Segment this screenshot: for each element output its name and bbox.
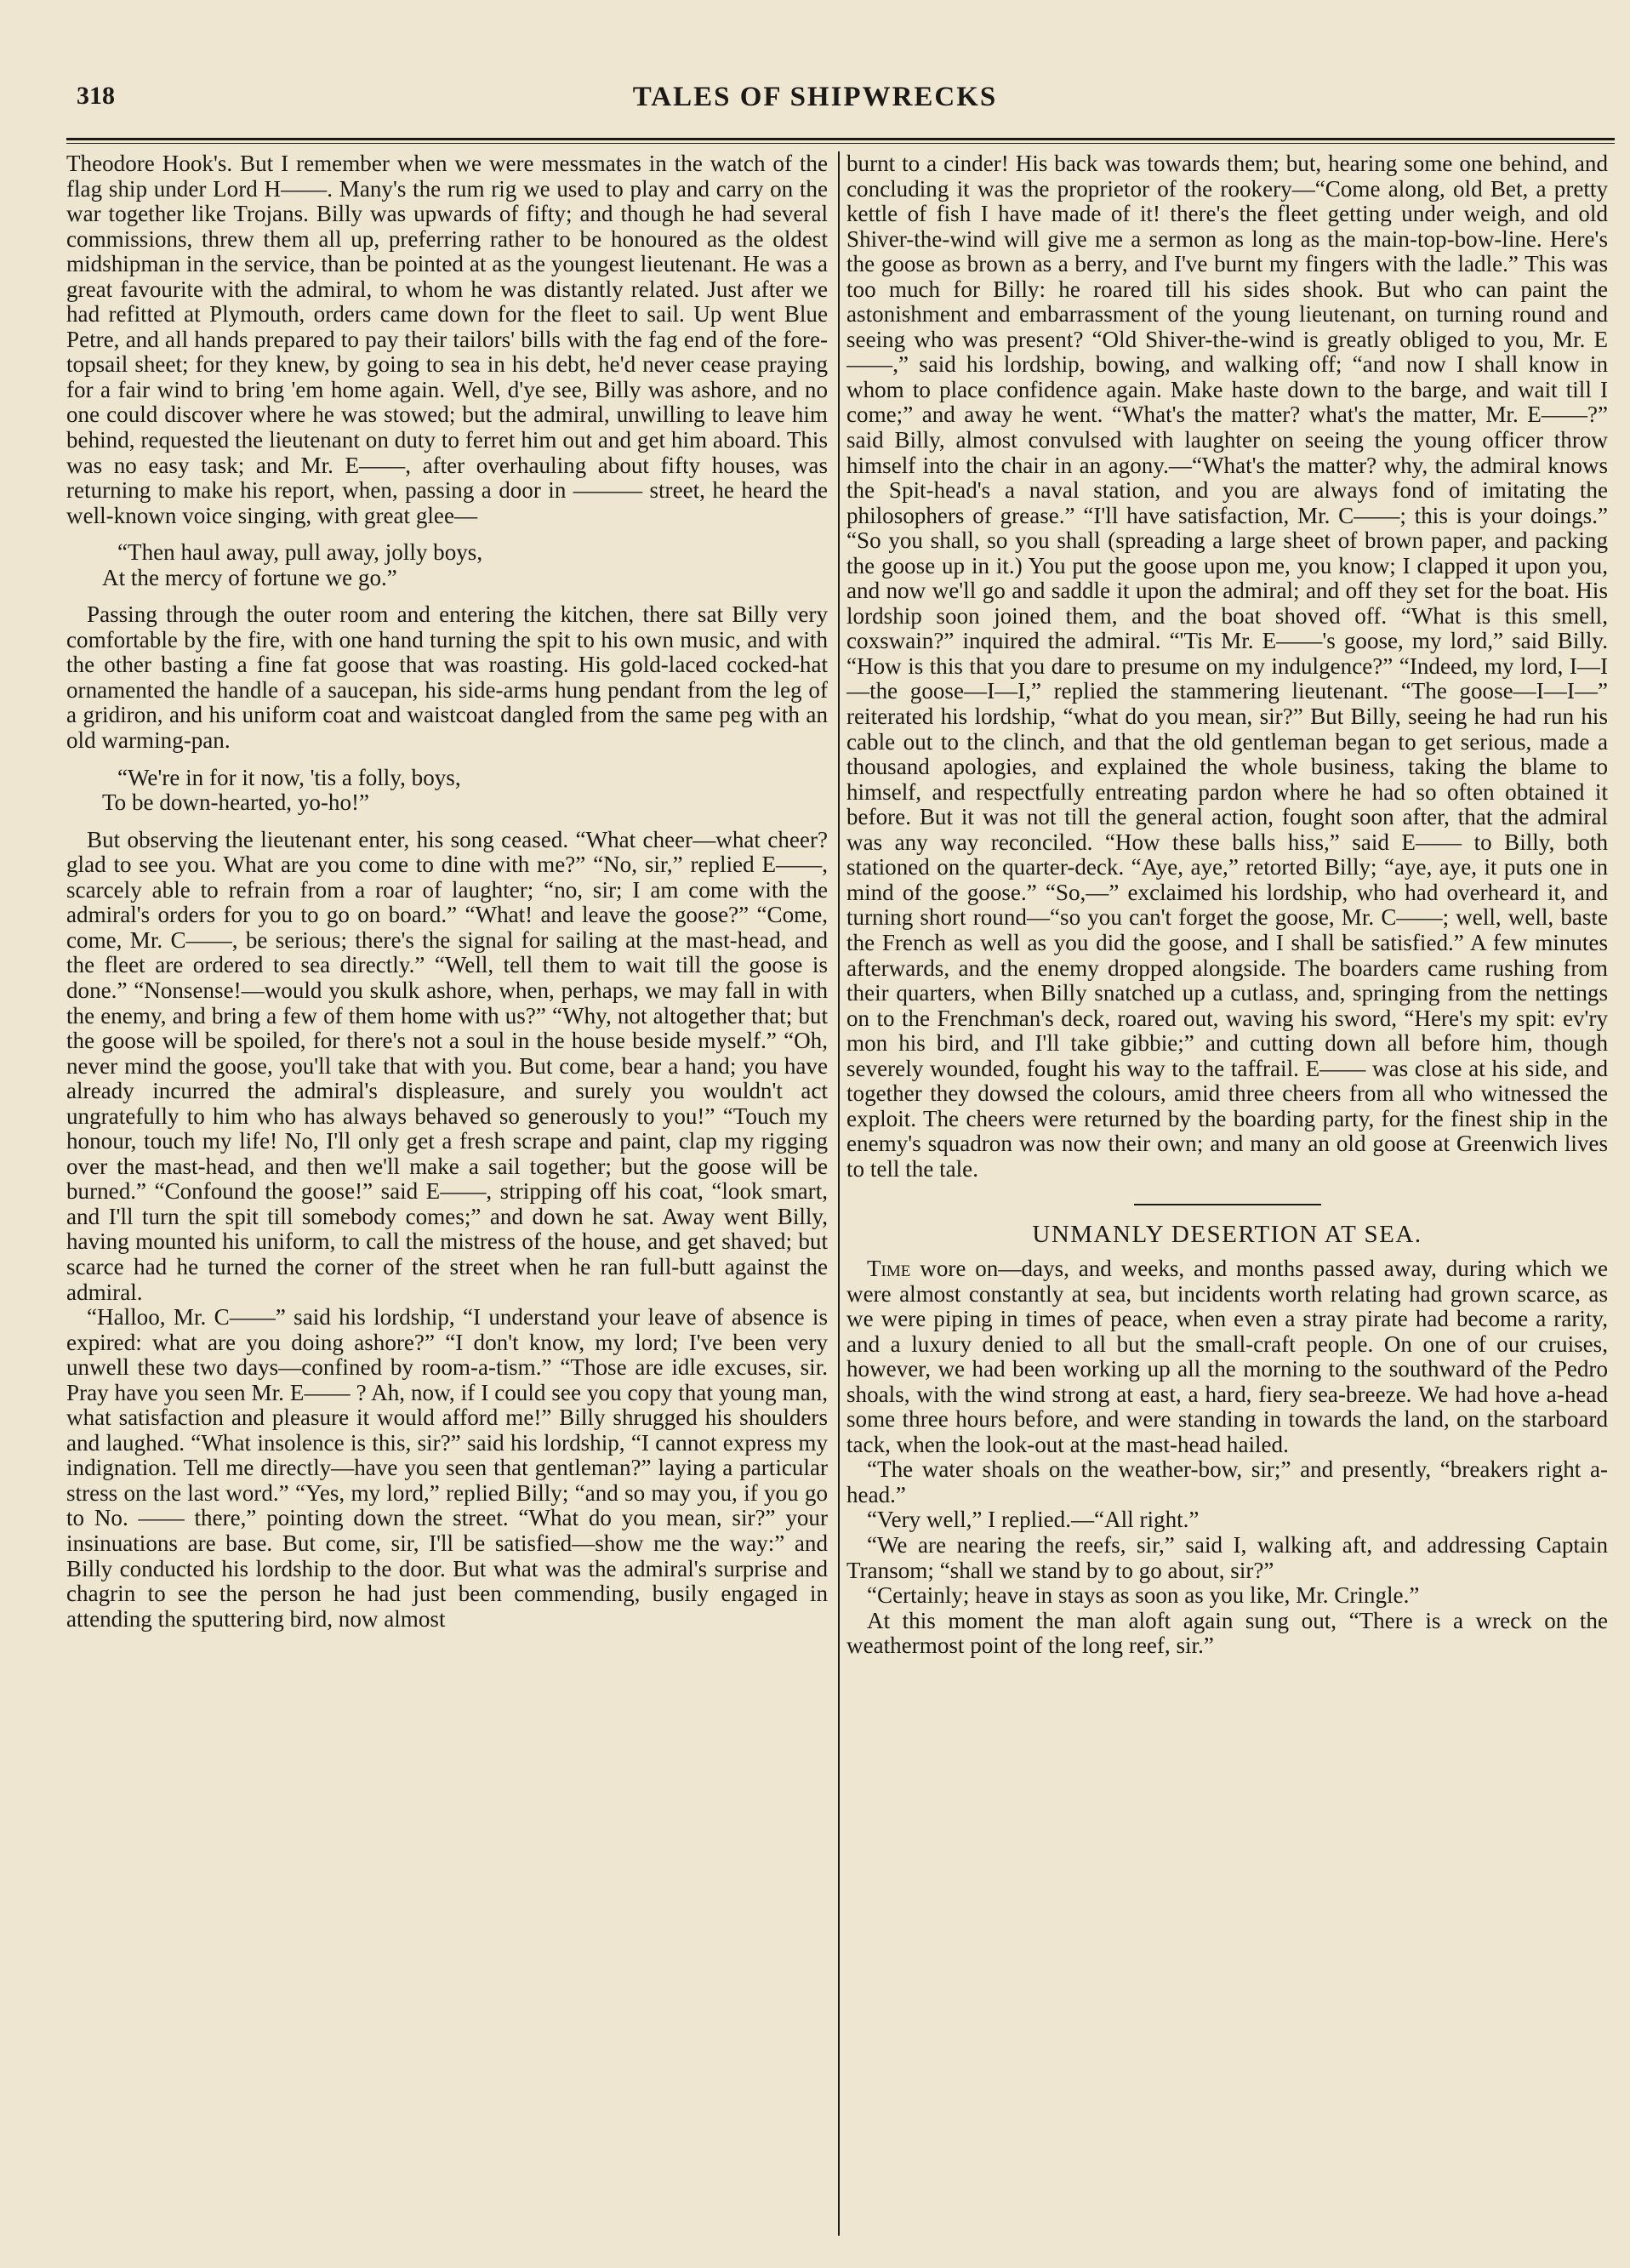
paragraph [846, 1257, 1608, 1457]
page-number: 318 [77, 82, 115, 110]
paragraph: “Very well,” I replied.—“All right.” [867, 1507, 1200, 1533]
drop-word: Time [867, 1255, 911, 1281]
paragraph-text: wore on—days, and weeks, and months passed away, during which we were almost constantly at sea, but incidents worth relating had grown scarce, as we were piping in times of peace, when even a stray pirate had become a rarity, and a luxury denied to all but the small-craft people. On one of our cruises, however, we had been working up all the morning to the southward of the Pedro shoals, with the wind strong at east, a hard, fiery sea-breeze. We had hove a-head some three hours before, and were standing in towards the land, on the starboard tack, when the look-out at the mast-head hailed. [846, 1255, 1608, 1457]
left-column [66, 151, 828, 2240]
verse [66, 540, 828, 590]
section-heading: UNMANLY DESERTION AT SEA. [1032, 1221, 1422, 1249]
right-column [846, 151, 1608, 2240]
paragraph: At this moment the man aloft again sung out, “There is a wreck on the weathermost point of the long reef, sir.” [846, 1607, 1608, 1659]
verse-line: To be down-hearted, yo-ho!” [102, 789, 370, 816]
paragraph: “Certainly; heave in stays as soon as you like, Mr. Cringle.” [867, 1582, 1420, 1609]
column-divider [838, 151, 840, 2236]
header-rule-thin [66, 143, 1615, 144]
paragraph: Passing through the outer room and entering the kitchen, there sat Billy very comfortable by the fire, with one hand turning the spit to his own music, and with the other basting a fine fat goose that was roasting. His gold-laced cocked-hat ornamented the handle of a saucepan, his side-arms hung pendant from the leg of a gridiron, and his uniform coat and waistcoat dangled from the same peg with an old warming-pan. [66, 601, 828, 754]
section-rule [1134, 1204, 1321, 1205]
paragraph: “The water shoals on the weather-bow, sir;” and presently, “breakers right a-head.” [846, 1456, 1608, 1507]
running-head [0, 75, 1630, 117]
running-title: TALES OF SHIPWRECKS [632, 82, 998, 112]
paragraph: burnt to a cinder! His back was towards them; but, hearing some one behind, and concluding it was the proprietor of the rookery—“Come along, old Bet, a pretty kettle of fish I have made of it! there's the fleet getting under weigh, and old Shiver-the-wind will give me a sermon as long as the main-top-bow-line. Here's the goose as brown as a berry, and I've burnt my fingers with the ladle.” This was too much for Billy: he roared till his sides shook. But who can paint the astonishment and embarrassment of the young lieutenant, on turning round and seeing who was present? “Old Shiver-the-wind is greatly obliged to you, Mr. E——,” said his lordship, bowing, and walking off; “and now I shall know in whom to place confidence again. Make haste down to the barge, and wait till I come;” and away he went. “What's the matter? what's the matter, Mr. E——?” said Billy, almost convulsed with laughter on seeing the young officer throw himself into the chair in an agony.—“What's the matter? why, the admiral knows the Spit-head's a naval station, and you are always fond of imitating the philosophers of grease.” “I'll have satisfaction, Mr. C——; this is your doings.” “So you shall, so you shall (spreading a large sheet of brown paper, and packing the goose up in it.) You put the goose upon me, you know; I clapped it upon you, and now we'll go and saddle it upon the admiral; and off they set for the boat. His lordship soon joined them, and the boat shoved off. “What is this smell, coxswain?” inquired the admiral. “'Tis Mr. E——'s goose, my lord,” said Billy. “How is this that you dare to presume on my indulgence?” “Indeed, my lord, I—I—the goose—I—I,” replied the stammering lieutenant. “The goose—I—I—” reiterated his lordship, “what do you mean, sir?” But Billy, seeing he had run his cable out to the clinch, and that the old gentleman began to get serious, made a thousand apologies, and explained the whole business, taking the blame to himself, and respectfully entreating pardon where he had so often obtained it before. But it was not till the general action, fought soon after, that the admiral was any way reconciled. “How these balls hiss,” said E—— to Billy, both stationed on the quarter-deck. “Aye, aye,” retorted Billy; “aye, aye, it puts one in mind of the goose.” “So,—” exclaimed his lordship, who had overheard it, and turning short round—“so you can't forget the goose, Mr. C——; well, well, baste the French as well as you did the goose, and I shall be satisfied.” A few minutes afterwards, and the enemy dropped alongside. The boarders came rushing from their quarters, when Billy snatched up a cutlass, and, springing from the nettings on to the Frenchman's deck, roared out, waving his sword, “Here's my spit: ev'ry mon his bird, and I'll take gibbie;” and cutting down all before him, though severely wounded, fought his way to the taffrail. E—— was close at his side, and together they dowsed the colours, amid three cheers from all who witnessed the exploit. The cheers were returned by the boarding party, for the finest ship in the enemy's squadron was now their own; and many an old goose at Greenwich lives to tell the tale. [846, 151, 1608, 1182]
verse-line: “Then haul away, pull away, jolly boys, [117, 539, 483, 566]
verse-line: “We're in for it now, 'tis a folly, boys, [117, 764, 461, 790]
verse [66, 766, 828, 816]
paragraph: “We are nearing the reefs, sir,” said I, walking aft, and addressing Captain Transom; “shall we stand by to go about, sir?” [846, 1531, 1608, 1583]
paragraph: “Halloo, Mr. C——” said his lordship, “I understand your leave of absence is expired: what are you doing ashore?” “I don't know, my lord; I've been very unwell these two days—confined by room-a-tism.” “Those are idle excuses, sir. Pray have you seen Mr. E—— ? Ah, now, if I could see you copy that young man, what satisfaction and pleasure it would afford me!” Billy shrugged his shoulders and laughed. “What insolence is this, sir?” said his lordship, “I cannot express my indignation. Tell me directly—have you seen that gentleman?” laying a particular stress on the last word.” “Yes, my lord,” replied Billy; “and so may you, if you go to No. —— there,” pointing down the street. “What do you mean, sir?” your insinuations are base. But come, sir, I'll be satisfied—show me the way:” and Billy conducted his lordship to the door. But what was the admiral's surprise and chagrin to see the person he had just been commending, busily engaged in attending the sputtering bird, now almost [66, 1304, 828, 1632]
paragraph: Theodore Hook's. But I remember when we were messmates in the watch of the flag ship under Lord H——. Many's the rum rig we used to play and carry on the war together like Trojans. Billy was upwards of fifty; and though he had several commissions, threw them all up, preferring rather to be honoured as the oldest midshipman in the service, than be pointed at as the youngest lieutenant. He was a great favourite with the admiral, to whom he was distantly related. Just after we had refitted at Plymouth, orders came down for the fleet to sail. Up went Blue Petre, and all hands prepared to pay their tailors' bills with the fag end of the fore-topsail sheet; for they knew, by going to sea in his debt, he'd never cease praying for a fair wind to bring 'em home again. Well, d'ye see, Billy was ashore, and no one could discover where he was stowed; but the admiral, unwilling to leave him behind, requested the lieutenant on duty to ferret him out and get him aboard. This was no easy task; and Mr. E——, after overhauling about fifty houses, was returning to make his report, when, passing a door in ——— street, he heard the well-known voice singing, with great glee— [66, 151, 828, 528]
paragraph: But observing the lieutenant enter, his song ceased. “What cheer—what cheer? glad to see you. What are you come to dine with me?” “No, sir,” replied E——, scarcely able to refrain from a roar of laughter; “no, sir; I am come with the admiral's orders for you to go on board.” “What! and leave the goose?” “Come, come, Mr. C——, be serious; there's the signal for sailing at the mast-head, and the fleet are ordered to sea directly.” “Well, tell them to wait till the goose is done.” “Nonsense!—would you skulk ashore, when, perhaps, we may fall in with the enemy, and bring a few of them home with us?” “Why, not altogether that; but the goose will be spoiled, for there's not a soul in the house beside myself.” “Oh, never mind the goose, you'll take that with you. But come, bear a hand; you have already incurred the admiral's displeasure, and surely you wouldn't act ungratefully to him who has always behaved so generously to you!” “Touch my honour, touch my life! No, I'll only get a fresh scrape and paint, clap my rigging over the mast-head, and then we'll make a sail together; but the goose will be burned.” “Confound the goose!” said E——, stripping off his coat, “look smart, and I'll turn the spit till somebody comes;” and down he sat. Away went Billy, having mounted his uniform, to call the mistress of the house, and get shaved; but scarce had he turned the corner of the street when he ran full-butt against the admiral. [66, 826, 828, 1305]
verse-line: At the mercy of fortune we go.” [102, 564, 397, 590]
header-rule [66, 138, 1615, 140]
